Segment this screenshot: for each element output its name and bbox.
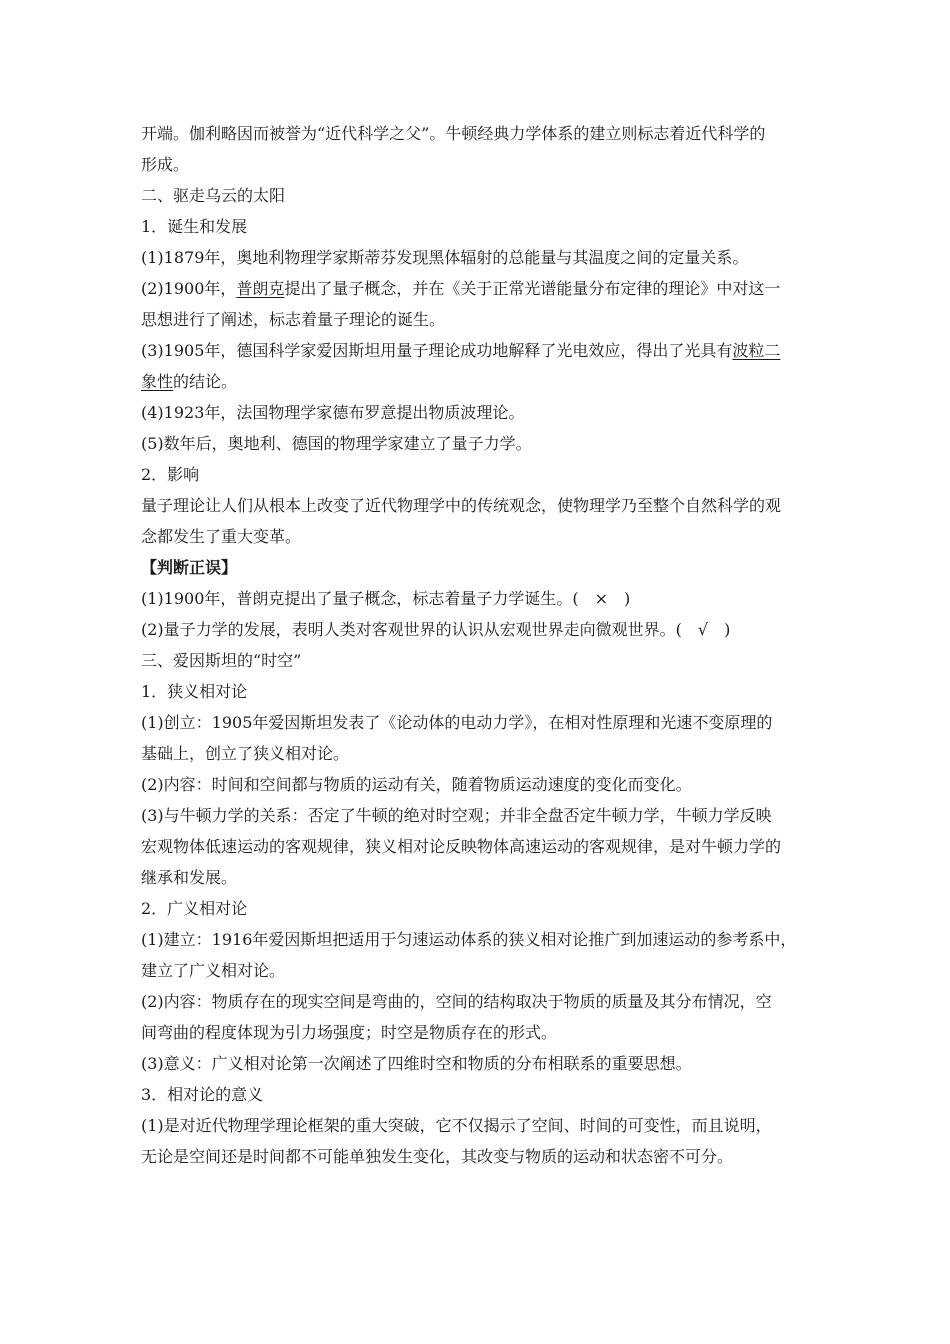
paragraph-1905 bbox=[141, 335, 821, 366]
underlined-planck: 普朗克 bbox=[236, 279, 285, 298]
document-page bbox=[141, 118, 821, 1172]
paragraph-1900-prefix: (2)1900年， bbox=[141, 279, 237, 298]
paragraph-1900-suffix: 提出了量子概念，并在《关于正常光谱能量分布定律的理论》中对这一 bbox=[284, 279, 781, 298]
underlined-wave-particle-1: 波粒二 bbox=[732, 341, 781, 360]
paragraph-1879: (1)1879年，奥地利物理学家斯蒂芬发现黑体辐射的总能量与其温度之间的定量关系。 bbox=[141, 248, 749, 267]
paragraph-1905-line-2 bbox=[141, 366, 821, 397]
special-relation-line-3: 继承和发展。 bbox=[141, 868, 238, 887]
intro-line-1: 开端。伽利略因而被誉为“近代科学之父”。牛顿经典力学体系的建立则标志着近代科学的 bbox=[141, 124, 766, 143]
section-3-heading: 三、爱因斯坦的“时空” bbox=[141, 651, 302, 670]
impact-line-2: 念都发生了重大变革。 bbox=[141, 527, 302, 546]
judge-title: 【判断正误】 bbox=[141, 558, 238, 577]
judge-item-2: (2)量子力学的发展，表明人类对客观世界的认识从宏观世界走向微观世界。( √ ) bbox=[141, 620, 731, 639]
paragraph-1900-line-2: 思想进行了阐述，标志着量子理论的诞生。 bbox=[141, 310, 446, 329]
underlined-wave-particle-2: 象性 bbox=[141, 372, 174, 391]
special-relation-line-2: 宏观物体低速运动的客观规律，狭义相对论反映物体高速运动的客观规律，是对牛顿力学的 bbox=[141, 837, 782, 856]
subsection-special-relativity-title: 1．狭义相对论 bbox=[141, 682, 248, 701]
subsection-general-relativity-title: 2．广义相对论 bbox=[141, 899, 248, 918]
subsection-impact-title: 2．影响 bbox=[141, 465, 200, 484]
subsection-significance-title: 3．相对论的意义 bbox=[141, 1085, 264, 1104]
special-creation-line-2: 基础上，创立了狭义相对论。 bbox=[141, 744, 350, 763]
intro-line-2: 形成。 bbox=[141, 155, 190, 174]
general-content-line-2: 间弯曲的程度体现为引力场强度；时空是物质存在的形式。 bbox=[141, 1023, 558, 1042]
subsection-birth-title: 1．诞生和发展 bbox=[141, 217, 248, 236]
significance-line-2: 无论是空间还是时间都不可能单独发生变化，其改变与物质的运动和状态密不可分。 bbox=[141, 1147, 734, 1166]
paragraph-years-later: (5)数年后，奥地利、德国的物理学家建立了量子力学。 bbox=[141, 434, 532, 453]
paragraph-1900 bbox=[141, 273, 821, 304]
general-creation-line-1: (1)建立：1916年爱因斯坦把适用于匀速运动体系的狭义相对论推广到加速运动的参考系中， bbox=[141, 930, 797, 949]
paragraph-1905-prefix: (3)1905年，德国科学家爱因斯坦用量子理论成功地解释了光电效应，得出了光具有 bbox=[141, 341, 733, 360]
significance-line-1: (1)是对近代物理学理论框架的重大突破，它不仅揭示了空间、时间的可变性，而且说明， bbox=[141, 1116, 772, 1135]
judge-item-1: (1)1900年，普朗克提出了量子概念，标志着量子力学诞生。( × ) bbox=[141, 589, 631, 608]
section-2-heading: 二、驱走乌云的太阳 bbox=[141, 186, 286, 205]
paragraph-1923: (4)1923年，法国物理学家德布罗意提出物质波理论。 bbox=[141, 403, 525, 422]
impact-line-1: 量子理论让人们从根本上改变了近代物理学中的传统观念，使物理学乃至整个自然科学的观 bbox=[141, 496, 782, 515]
paragraph-1905-suffix: 的结论。 bbox=[173, 372, 238, 391]
general-creation-line-2: 建立了广义相对论。 bbox=[141, 961, 286, 980]
special-creation-line-1: (1)创立：1905年爱因斯坦发表了《论动体的电动力学》，在相对性原理和光速不变原理的 bbox=[141, 713, 773, 732]
general-content-line-1: (2)内容：物质存在的现实空间是弯曲的，空间的结构取决于物质的质量及其分布情况，空 bbox=[141, 992, 772, 1011]
special-content: (2)内容：时间和空间都与物质的运动有关，随着物质运动速度的变化而变化。 bbox=[141, 775, 692, 794]
special-relation-line-1: (3)与牛顿力学的关系：否定了牛顿的绝对时空观；并非全盘否定牛顿力学，牛顿力学反映 bbox=[141, 806, 772, 825]
general-significance: (3)意义：广义相对论第一次阐述了四维时空和物质的分布相联系的重要思想。 bbox=[141, 1054, 692, 1073]
